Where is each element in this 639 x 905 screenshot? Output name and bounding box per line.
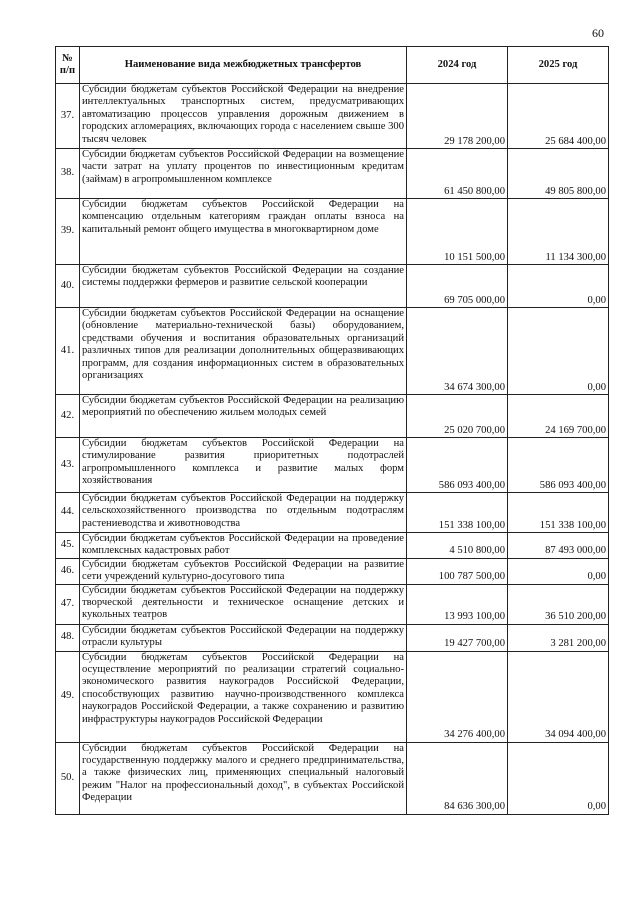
amount-2024: 586 093 400,00 xyxy=(407,438,508,493)
amount-2024: 25 020 700,00 xyxy=(407,395,508,438)
transfer-name: Субсидии бюджетам субъектов Российской Федерации на проведение комплексных кадастровых работ xyxy=(80,533,407,559)
row-number: 37. xyxy=(56,84,80,149)
transfer-name: Субсидии бюджетам субъектов Российской Федерации на создание системы поддержки фермеров и развитие сельской кооперации xyxy=(80,265,407,308)
table-row xyxy=(56,651,609,742)
transfer-name: Субсидии бюджетам субъектов Российской Федерации на реализацию мероприятий по обеспечению жильем молодых семей xyxy=(80,395,407,438)
table-row xyxy=(56,493,609,533)
table-row xyxy=(56,149,609,199)
table-row xyxy=(56,584,609,624)
transfer-name: Субсидии бюджетам субъектов Российской Федерации на компенсацию отдельным категориям граждан оплаты взноса на капитальный ремонт общего имущества в многоквартирном доме xyxy=(80,199,407,265)
amount-2024: 13 993 100,00 xyxy=(407,584,508,624)
transfer-name: Субсидии бюджетам субъектов Российской Федерации на поддержку творческой деятельности и техническое оснащение детских и кукольных театров xyxy=(80,584,407,624)
row-number: 50. xyxy=(56,742,80,814)
header-2024: 2024 год xyxy=(407,47,508,84)
amount-2024: 61 450 800,00 xyxy=(407,149,508,199)
row-number: 42. xyxy=(56,395,80,438)
row-number: 48. xyxy=(56,624,80,651)
header-2025: 2025 год xyxy=(508,47,609,84)
row-number: 45. xyxy=(56,533,80,559)
amount-2024: 69 705 000,00 xyxy=(407,265,508,308)
row-number: 39. xyxy=(56,199,80,265)
row-number: 43. xyxy=(56,438,80,493)
table-row xyxy=(56,84,609,149)
table-header-row xyxy=(56,47,609,84)
amount-2024: 4 510 800,00 xyxy=(407,533,508,559)
transfer-name: Субсидии бюджетам субъектов Российской Федерации на стимулирование развития приоритетных подотраслей агропромышленного комплекса и развитие малых форм хозяйствования xyxy=(80,438,407,493)
table-row xyxy=(56,558,609,584)
amount-2025: 0,00 xyxy=(508,558,609,584)
transfer-name: Субсидии бюджетам субъектов Российской Федерации на оснащение (обновление материально-технической базы) оборудованием, средствами обучения и воспитания образовательных организаций различных типов для реализации дополнительных общеразвивающих программ, для создания информационных систем в образовательных организациях xyxy=(80,308,407,395)
amount-2024: 29 178 200,00 xyxy=(407,84,508,149)
transfer-name: Субсидии бюджетам субъектов Российской Федерации на поддержку сельскохозяйственного производства по отдельным подотраслям растениеводства и животноводства xyxy=(80,493,407,533)
amount-2025: 586 093 400,00 xyxy=(508,438,609,493)
amount-2025: 25 684 400,00 xyxy=(508,84,609,149)
row-number: 38. xyxy=(56,149,80,199)
amount-2024: 34 674 300,00 xyxy=(407,308,508,395)
transfer-name: Субсидии бюджетам субъектов Российской Федерации на внедрение интеллектуальных транспортных систем, предусматривающих автоматизацию процессов управления дорожным движением в городских агломерациях, включающих города с населением свыше 300 тысяч человек xyxy=(80,84,407,149)
table-row xyxy=(56,308,609,395)
header-name: Наименование вида межбюджетных трансфертов xyxy=(80,47,407,84)
row-number: 40. xyxy=(56,265,80,308)
amount-2024: 151 338 100,00 xyxy=(407,493,508,533)
header-num: № п/п xyxy=(56,47,80,84)
row-number: 41. xyxy=(56,308,80,395)
amount-2024: 100 787 500,00 xyxy=(407,558,508,584)
page-number: 60 xyxy=(592,26,604,40)
transfer-name: Субсидии бюджетам субъектов Российской Федерации на государственную поддержку малого и среднего предпринимательства, а также физических лиц, применяющих специальный налоговый режим "Налог на профессиональный доход", в субъектах Российской Федерации xyxy=(80,742,407,814)
table-row xyxy=(56,438,609,493)
row-number: 47. xyxy=(56,584,80,624)
transfer-name: Субсидии бюджетам субъектов Российской Федерации на возмещение части затрат на уплату процентов по инвестиционным кредитам (займам) в агропромышленном комплексе xyxy=(80,149,407,199)
amount-2025: 151 338 100,00 xyxy=(508,493,609,533)
transfer-name: Субсидии бюджетам субъектов Российской Федерации на развитие сети учреждений культурно-досугового типа xyxy=(80,558,407,584)
amount-2025: 34 094 400,00 xyxy=(508,651,609,742)
amount-2025: 0,00 xyxy=(508,308,609,395)
transfer-name: Субсидии бюджетам субъектов Российской Федерации на поддержку отрасли культуры xyxy=(80,624,407,651)
amount-2024: 84 636 300,00 xyxy=(407,742,508,814)
transfer-name: Субсидии бюджетам субъектов Российской Федерации на осуществление мероприятий по реализации стратегий социально-экономического развития наукоградов Российской Федерации, способствующих развитию научно-производственного комплекса наукоградов Российской Федерации, а также сохранению и развитию инфраструктуры наукоградов Российской Федерации xyxy=(80,651,407,742)
amount-2025: 87 493 000,00 xyxy=(508,533,609,559)
transfers-table xyxy=(55,46,609,815)
amount-2024: 34 276 400,00 xyxy=(407,651,508,742)
table-row xyxy=(56,395,609,438)
table-row xyxy=(56,742,609,814)
amount-2024: 19 427 700,00 xyxy=(407,624,508,651)
amount-2025: 3 281 200,00 xyxy=(508,624,609,651)
row-number: 49. xyxy=(56,651,80,742)
table-row xyxy=(56,624,609,651)
amount-2025: 24 169 700,00 xyxy=(508,395,609,438)
amount-2025: 0,00 xyxy=(508,265,609,308)
amount-2025: 11 134 300,00 xyxy=(508,199,609,265)
row-number: 44. xyxy=(56,493,80,533)
row-number: 46. xyxy=(56,558,80,584)
table-row xyxy=(56,533,609,559)
table-row xyxy=(56,265,609,308)
amount-2024: 10 151 500,00 xyxy=(407,199,508,265)
amount-2025: 0,00 xyxy=(508,742,609,814)
table-row xyxy=(56,199,609,265)
amount-2025: 49 805 800,00 xyxy=(508,149,609,199)
amount-2025: 36 510 200,00 xyxy=(508,584,609,624)
